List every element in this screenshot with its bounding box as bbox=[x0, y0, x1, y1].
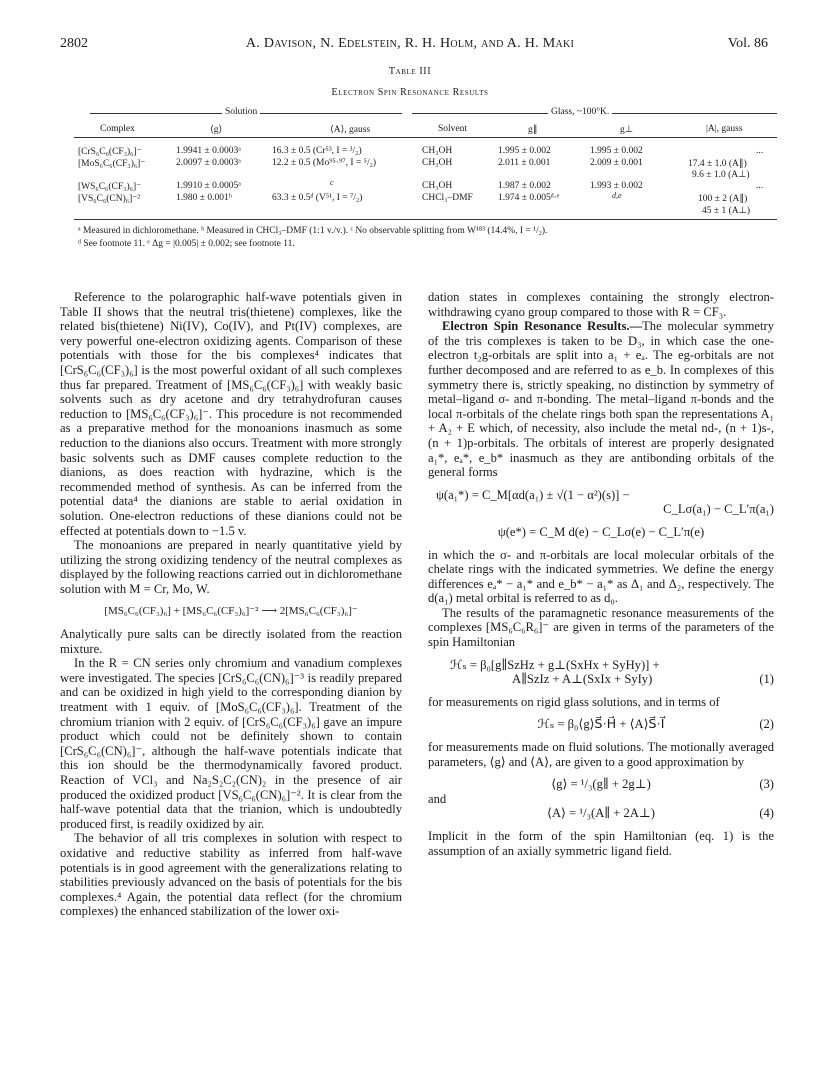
equation-1-line2: A∥SzIz + A⊥(SxIx + SyIy) bbox=[512, 672, 653, 687]
cell-g-perp: 2.009 ± 0.001 bbox=[590, 158, 643, 168]
equation-2-body: ℋₛ = β₀⟨g⟩S⃗·H⃗ + ⟨A⟩S⃗·I⃗ bbox=[537, 717, 665, 732]
equation-e: ψ(e*) = C_M d(e) − C_Lσ(e) − C_L′π(e) bbox=[497, 524, 705, 539]
table-header-rule bbox=[74, 137, 777, 138]
paragraph: Analytically pure salts can be directly isolated from the reaction mixture. bbox=[60, 627, 402, 656]
right-column bbox=[428, 290, 774, 858]
reaction-equation: [MS₆C₆(CF₃)₆] + [MS₆C₆(CF₃)₆]⁻² ⟶ 2[MS₆C₆(CF₃)₆]⁻ bbox=[104, 605, 358, 618]
cell-g-parallel: 1.987 ± 0.002 bbox=[498, 181, 551, 191]
cell-g-parallel: 1.995 ± 0.002 bbox=[498, 146, 551, 156]
cell-g-perp: 1.993 ± 0.002 bbox=[590, 181, 643, 191]
paragraph: Reference to the polarographic half-wave potentials given in Table II shows that the neutral tris(thietene) complexes, like the related bis(thietene) Ni(IV), Co(IV), and Pt(IV) complexes, are very powerful one-electron oxidizing agents. Comparison of these potentials with those for the bis complexes⁴ indicates that [CrS₆C₆(CF₃)₆] is the most powerful oxidant of all such complexes thus far prepared. Treatment of [MS₆C₆(CF₃)₆] with weakly basic solvents such as dry acetone and dry tetrahydrofuran causes reduction to [MS₆C₆(CF₃)₆]⁻. This procedure is not recommended as a preparative method for the monoanions inasmuch as some reduction to the dianions also occurs. Treatment with more strongly basic solvents such as DMF causes complete reduction to the dianions, as does reaction with hydrazine, which is the recommended method of synthesis. As can be inferred from the potential data⁴ the dianions are stable to aerial oxidation in solution. One-electron reductions of these dianions could not be effected at potentials down to −1.5 v. bbox=[60, 290, 402, 538]
equation-4-body: ⟨A⟩ = ¹/₃(A∥ + 2A⊥) bbox=[547, 806, 655, 821]
cell-g: 2.0097 ± 0.0003ᵃ bbox=[176, 158, 241, 168]
col-header-A: ⟨A⟩, gauss bbox=[330, 125, 371, 135]
cell-complex: [WS₆C₆(CF₃)₆]⁻ bbox=[78, 182, 142, 192]
cell-solvent: CH₃OH bbox=[422, 181, 453, 191]
equation-number: (4) bbox=[759, 806, 774, 821]
col-header-g-perp: g⊥ bbox=[620, 125, 634, 135]
equation-number: (2) bbox=[759, 717, 774, 732]
table-number: Table III bbox=[388, 66, 432, 77]
equation-number: (1) bbox=[759, 671, 774, 686]
cell-A-glass: 45 ± 1 (A⊥) bbox=[702, 206, 751, 216]
table-footnote: ᵈ See footnote 11. ᵉ Δg = |0.005| ± 0.002; see footnote 11. bbox=[78, 239, 295, 249]
equation-1 bbox=[428, 658, 774, 687]
cell-A: c bbox=[330, 178, 334, 187]
equation-1-line1: ℋₛ = β₀[g∥SzHz + g⊥(SxHx + SyHy)] + bbox=[450, 657, 660, 672]
solution-group-label: Solution bbox=[222, 107, 260, 117]
cell-g-perp: 1.995 ± 0.002 bbox=[590, 146, 643, 156]
running-authors: A. Davison, N. Edelstein, R. H. Holm, and A. H. Maki bbox=[245, 36, 575, 51]
cell-g: 1.9910 ± 0.0005ᵃ bbox=[176, 181, 241, 191]
paragraph-text: The molecular symmetry of the tris complexes is taken to be D₃, in which case the one-electron t₂g-orbitals are split into a₁ + eₐ. The eg-orbitals are not further decomposed and are referred to as e_b. In complexes of this symmetry there is, strictly speaking, no distinction by symmetry of metal–ligand σ- and π-bonding. The metal–ligand π-bonds and the local π-orbitals of the chelate rings both span the representations A₁ + A₂ + E which, of necessity, also include the metal nd-, (n + 1)s-, (n + 1)p-orbitals. The orbitals of interest are properly designated a₁*, eₐ*, e_b* inasmuch as they are antibonding orbitals of the general forms bbox=[428, 319, 774, 480]
cell-g-perp: d,e bbox=[612, 191, 622, 200]
paragraph: Implicit in the form of the spin Hamiltonian (eq. 1) is the assumption of an axially symmetric ligand field. bbox=[428, 829, 774, 858]
cell-complex: [MoS₆C₆(CF₃)₆]⁻ bbox=[78, 159, 146, 169]
cell-A-glass: 100 ± 2 (A∥) bbox=[698, 194, 748, 204]
cell-g-parallel: 1.974 ± 0.005ᵈ·ᵉ bbox=[498, 193, 560, 203]
cell-complex: [CrS₆C₆(CF₃)₆]⁻ bbox=[78, 147, 142, 157]
left-column bbox=[60, 290, 402, 919]
equation-a1-line2: C_Lσ(a₁) − C_L′π(a₁) bbox=[663, 502, 774, 517]
paragraph: The behavior of all tris complexes in solution with respect to oxidative and reductive stability as inferred from half-wave potentials is in good agreement with the generalizations relating to stabilities previously advanced on the basis of potentials for the bis complexes.⁴ Again, the potential data reflect (for the chromium complexes) the enhanced stabilization of the lower oxi- bbox=[60, 831, 402, 919]
paragraph: dation states in complexes containing the strongly electron-withdrawing cyano group compared to those with R = CF₃. bbox=[428, 290, 774, 319]
col-header-solvent: Solvent bbox=[438, 124, 468, 134]
paragraph: in which the σ- and π-orbitals are local molecular orbitals of the chelate rings with the indicated symmetries. We define the energy differences eₐ* − a₁* and e_b* − a₁* as Δ₁ and Δ₂, respectively. The d(a₁) metal orbital is referred to as d₀. bbox=[428, 547, 774, 606]
cell-solvent: CH₃OH bbox=[422, 146, 453, 156]
cell-solvent: CH₃OH bbox=[422, 158, 453, 168]
equation-number: (3) bbox=[759, 777, 774, 792]
equation-a1-line1: ψ(a₁*) = C_M[αd(a₁) ± √(1 − α²)(s)] − bbox=[436, 487, 630, 502]
cell-A-glass: 9.6 ± 1.0 (A⊥) bbox=[692, 170, 750, 180]
cell-A: 16.3 ± 0.5 (Cr⁵³, I = ³/₂) bbox=[272, 146, 362, 156]
cell-complex: [VS₆C₆(CN)₆]⁻² bbox=[78, 194, 141, 204]
paragraph: for measurements made on fluid solutions. The motionally averaged parameters, ⟨g⟩ and ⟨A⟩, are given to a good approximation by bbox=[428, 740, 774, 769]
section-heading: Electron Spin Resonance Results.— bbox=[442, 319, 643, 334]
equation-3-body: ⟨g⟩ = ¹/₃(g∥ + 2g⊥) bbox=[551, 777, 651, 792]
col-header-g-parallel: g∥ bbox=[528, 125, 538, 135]
paragraph: In the R = CN series only chromium and vanadium complexes were investigated. The species [CrS₆C₆(CN)₆]⁻³ is readily prepared and can be oxidized in high yield to the corresponding dianion by treatment with 1 equiv. of [MoS₆C₆(CF₃)₆]. Treatment of the chromium trianion with 2 equiv. of [CrS₆C₆(CF₃)₆] gave an impure product which could not be definitely shown to contain [CrS₆C₆(CN)₆]⁻, although the half-wave potentials indicate that this ion should be the thermodynamically favored product. Reaction of VCl₃ and Na₂S₂C₂(CN)₂ in the presence of air produced the oxidized product [VS₆C₆(CN)₆]⁻². It is clear from the half-wave potential data that the trianion, which is undoubtedly produced first, is readily oxidized by air. bbox=[60, 656, 402, 831]
page-number: 2802 bbox=[60, 36, 88, 51]
equation-3 bbox=[428, 777, 774, 792]
cell-A: 63.3 ± 0.5ᵈ (V⁵¹, I = ⁷/₂) bbox=[272, 193, 363, 203]
paragraph: for measurements on rigid glass solutions, and in terms of bbox=[428, 694, 720, 709]
equation-4 bbox=[428, 806, 774, 821]
table-bottom-rule bbox=[74, 219, 777, 220]
paragraph: The monoanions are prepared in nearly quantitative yield by utilizing the strong oxidizing tendency of the neutral complexes as displayed by the following reactions carried out in dichloromethane solution with M = Cr, Mo, W. bbox=[60, 538, 402, 596]
paragraph bbox=[428, 319, 774, 480]
cell-g: 1.980 ± 0.001ᵇ bbox=[176, 193, 232, 203]
equation-2 bbox=[428, 717, 774, 732]
volume-label: Vol. 86 bbox=[727, 36, 768, 51]
paragraph: The results of the paramagnetic resonance measurements of the complexes [MS₆C₆R₆]⁻ are given in terms of the parameters of the spin Hamiltonian bbox=[428, 605, 774, 650]
cell-A-glass: ... bbox=[756, 146, 764, 156]
col-header-complex: Complex bbox=[100, 124, 135, 134]
cell-A-glass: ... bbox=[756, 181, 764, 191]
col-header-A-glass: |A|, gauss bbox=[706, 124, 743, 134]
connective-text: and bbox=[428, 791, 447, 806]
cell-g: 1.9941 ± 0.0003ᵃ bbox=[176, 146, 241, 156]
glass-group-label: Glass, ~100°K. bbox=[548, 107, 612, 117]
table-footnote: ᵃ Measured in dichloromethane. ᵇ Measured in CHCl₃–DMF (1:1 v./v.). ᶜ No observable splitting from W¹⁸³ (14.4%, I = ¹/₂). bbox=[78, 226, 548, 236]
cell-A-glass: 17.4 ± 1.0 (A∥) bbox=[688, 159, 747, 169]
cell-g-parallel: 2.011 ± 0.001 bbox=[498, 158, 551, 168]
table-title: Electron Spin Resonance Results bbox=[331, 87, 489, 98]
cell-solvent: CHCl₃–DMF bbox=[422, 193, 473, 203]
col-header-g: ⟨g⟩ bbox=[210, 125, 223, 135]
cell-A: 12.2 ± 0.5 (Mo⁹⁵·⁹⁷, I = ⁵/₂) bbox=[272, 158, 377, 168]
